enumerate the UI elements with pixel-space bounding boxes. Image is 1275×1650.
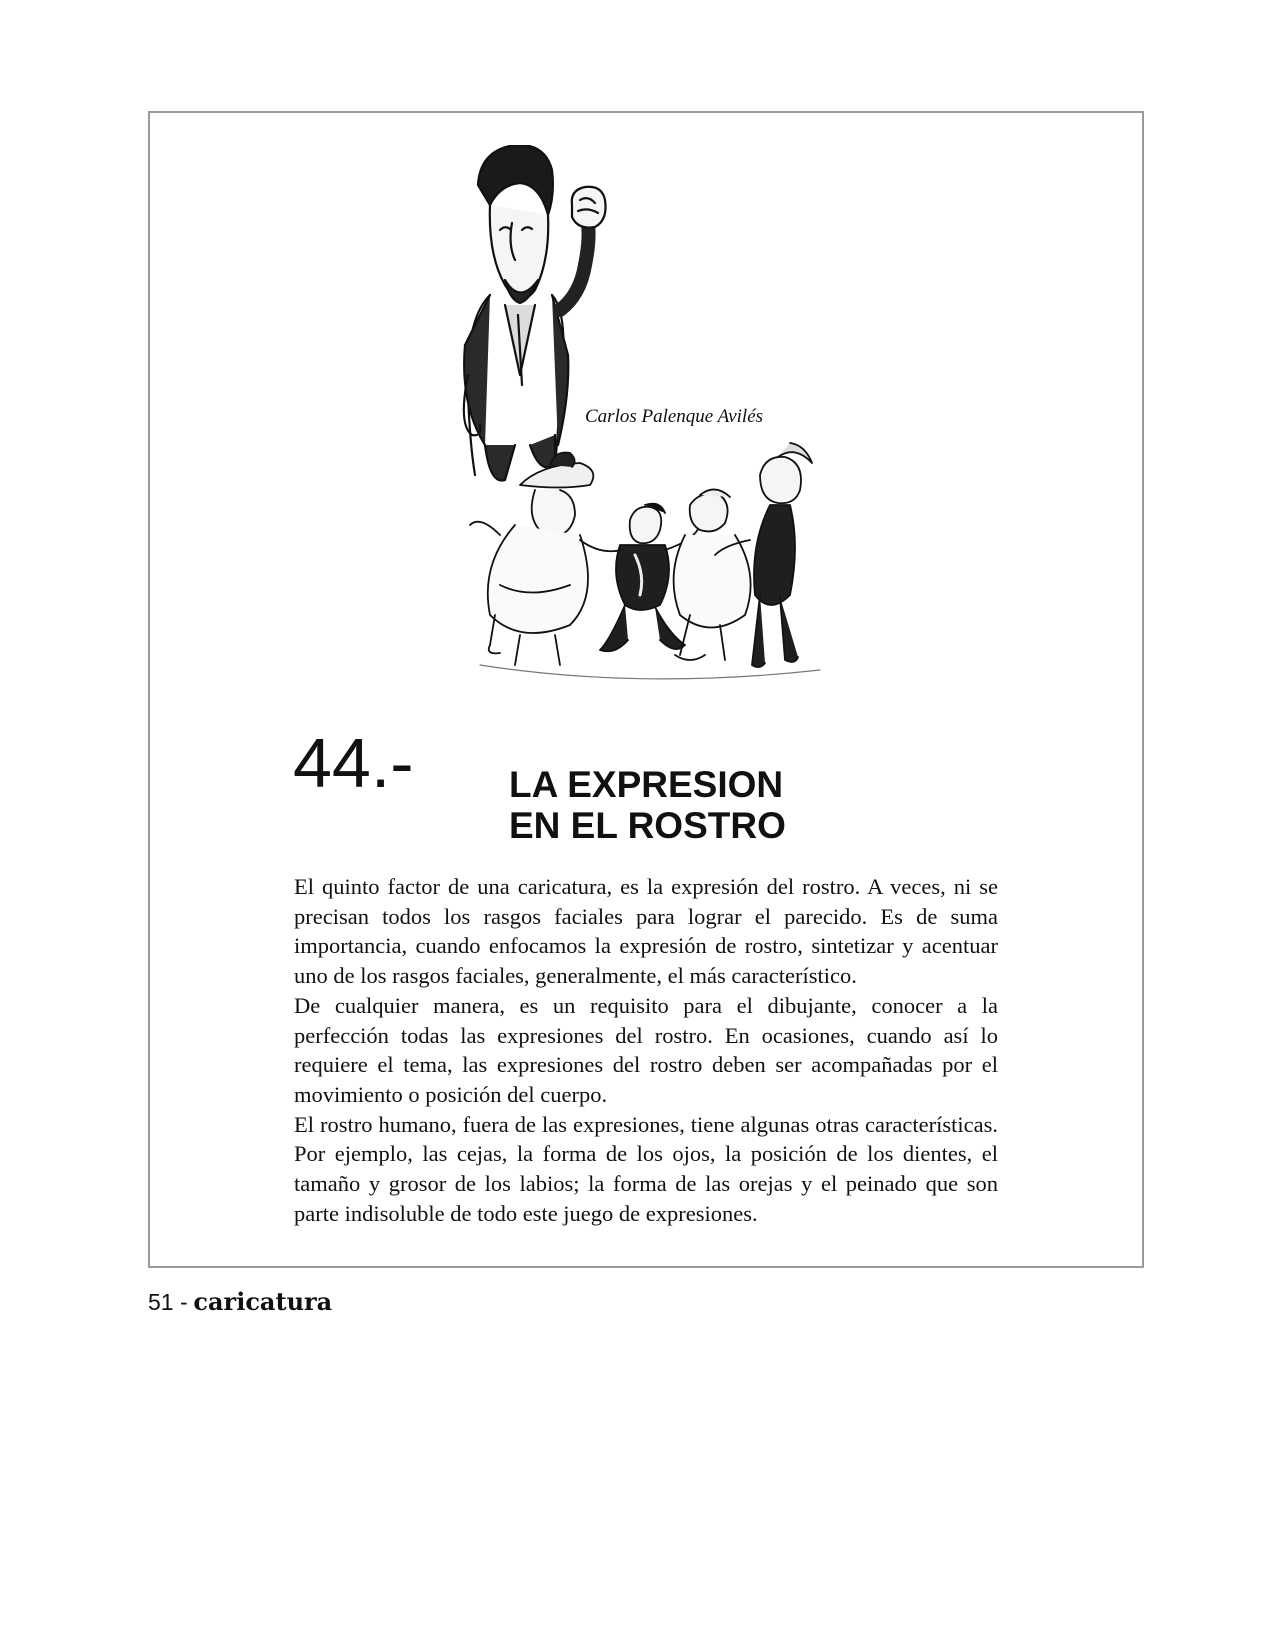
book-title: caricatura bbox=[193, 1287, 333, 1316]
body-paragraph-3: El rostro humano, fuera de las expresiones, tiene algunas otras características. Por ejemplo, las cejas, la forma de los ojos, la posición de los dientes, el tamaño y grosor de los labios; la forma de las orejas y el peinado que son parte indisoluble de todo este juego de expresiones. bbox=[294, 1111, 998, 1226]
illustration-caption: Carlos Palenque Avilés bbox=[585, 406, 764, 427]
chapter-number: 44.- bbox=[293, 724, 414, 802]
body-paragraph-2: De cualquier manera, es un requisito para el dibujante, conocer a la perfección todas las expresiones del rostro. En ocasiones, cuando así lo requiere el tema, las expresiones del rostro deben ser acompañadas por el movimiento o posición del cuerpo. bbox=[294, 992, 998, 1107]
page-footer bbox=[148, 1287, 332, 1316]
dancing-group-figure bbox=[470, 443, 820, 679]
body-text bbox=[294, 872, 998, 1228]
page-number: 51 - bbox=[148, 1289, 188, 1315]
chapter-title bbox=[509, 764, 786, 846]
chapter-title-line-1: LA EXPRESION bbox=[509, 764, 784, 805]
standing-man-figure bbox=[464, 145, 606, 481]
chapter-title-line-2: EN EL ROSTRO bbox=[509, 805, 786, 846]
body-paragraph-1: El quinto factor de una caricatura, es la expresión del rostro. A veces, ni se precisan todos los rasgos faciales para lograr el parecido. Es de suma importancia, cuando enfocamos la expresión de rostro, sintetizar y acentuar uno de los rasgos faciales, generalmente, el más característico. bbox=[294, 874, 998, 989]
